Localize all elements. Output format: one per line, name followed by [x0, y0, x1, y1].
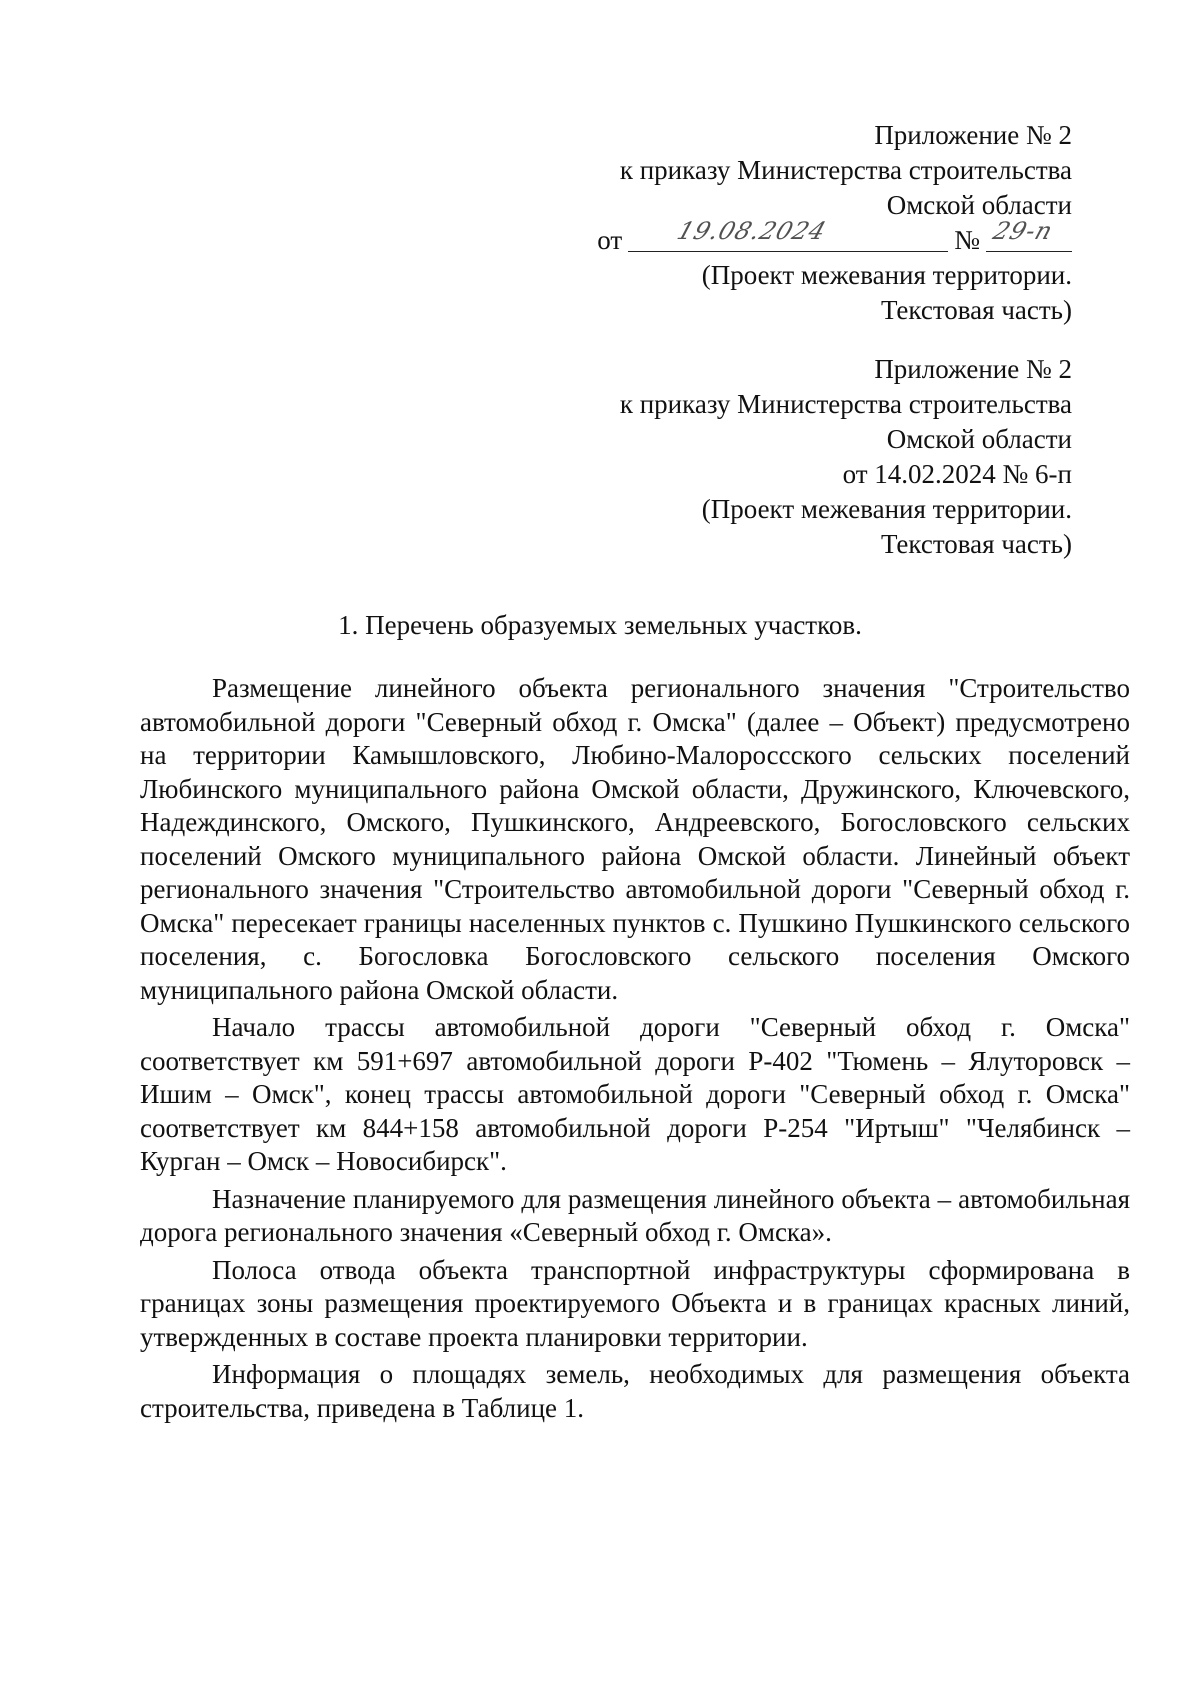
order-date-line	[597, 217, 1072, 258]
section-title: 1. Перечень образуемых земельных участков.	[338, 610, 862, 640]
appendix-number: Приложение № 2	[874, 354, 1072, 384]
number-blank	[986, 217, 1072, 252]
project-part: Текстовая часть)	[880, 529, 1072, 559]
project-part: Текстовая часть)	[880, 295, 1072, 325]
number-prefix: №	[954, 225, 980, 255]
appendix-header-current	[597, 118, 1072, 328]
appendix-header-previous	[620, 352, 1072, 562]
paragraph-placement: Размещение линейного объекта регионального значения "Строительство автомобильной дороги "Северный обход г. Омска" (далее – Объект) предусмотрено на территории Камышловского, Любино-Малороссского сельских поселений Любинского муниципального района Омской области, Дружинского, Ключевского, Надеждинского, Омского, Пушкинского, Андреевского, Богословского сельских поселений Омского муниципального района Омской области. Линейный объект регионального значения "Строительство автомобильной дороги "Северный обход г. Омска" пересекает границы населенных пунктов с. Пушкино Пушкинского сельского поселения, с. Богословка Богословского сельского поселения Омского муниципального района Омской области.	[140, 673, 1130, 1005]
document-body	[140, 672, 1130, 1429]
paragraph-areas-info: Информация о площадях земель, необходимых для размещения объекта строительства, приведена в Таблице 1.	[140, 1359, 1130, 1423]
order-reference: к приказу Министерства строительства	[619, 389, 1072, 419]
paragraph-purpose: Назначение планируемого для размещения линейного объекта – автомобильная дорога регионального значения «Северный обход г. Омска».	[140, 1183, 1130, 1247]
paragraph-route: Начало трассы автомобильной дороги "Северный обход г. Омска" соответствует км 591+697 автомобильной дороги Р-402 "Тюмень – Ялуторовск – Ишим – Омск", конец трассы автомобильной дороги "Северный обход г. Омска" соответствует км 844+158 автомобильной дороги Р-254 "Иртыш" "Челябинск – Курган – Омск – Новосибирск".	[140, 1012, 1130, 1176]
region-name: Омской области	[886, 424, 1072, 454]
paragraph-right-of-way: Полоса отвода объекта транспортной инфраструктуры сформирована в границах зоны размещения проектируемого Объекта и в границах красных линий, утвержденных в составе проекта планировки территории.	[140, 1254, 1130, 1352]
date-blank	[628, 217, 948, 252]
handwritten-number: 29-п	[989, 217, 1057, 245]
appendix-number: Приложение № 2	[874, 120, 1072, 150]
order-date-line: от 14.02.2024 № 6-п	[842, 459, 1072, 489]
order-reference: к приказу Министерства строительства	[619, 155, 1072, 185]
project-name: (Проект межевания территории.	[701, 494, 1072, 524]
date-prefix: от	[597, 225, 623, 255]
project-name: (Проект межевания территории.	[701, 260, 1072, 290]
handwritten-date: 19.08.2024	[673, 217, 831, 245]
region-name: Омской области	[886, 190, 1072, 220]
